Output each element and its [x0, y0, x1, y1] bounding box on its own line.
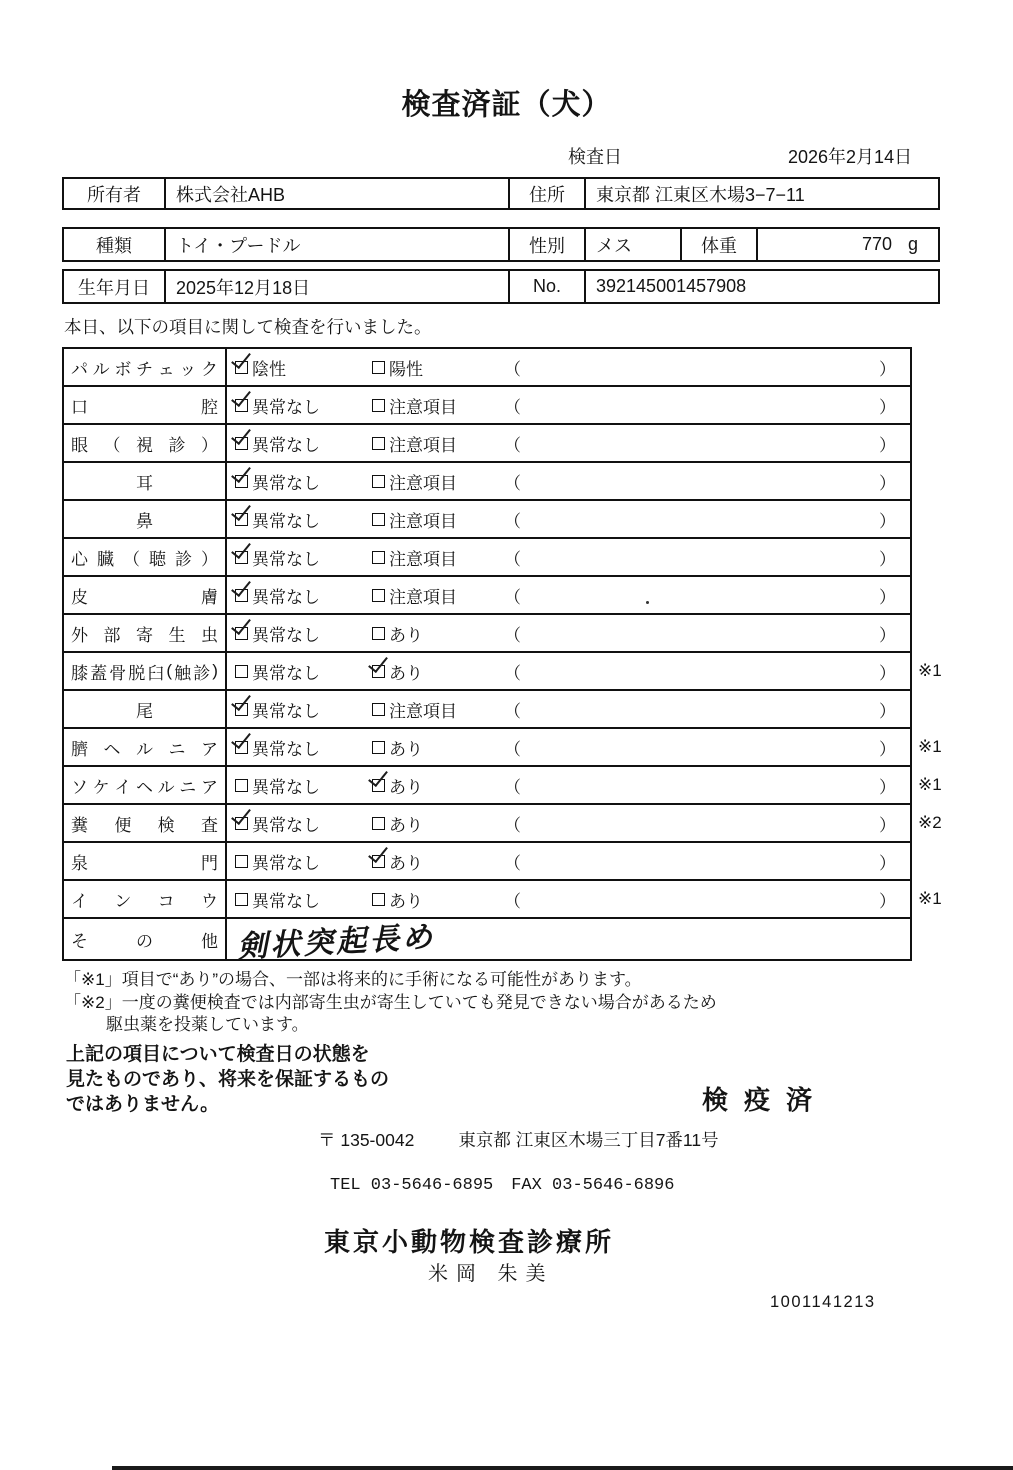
- checkbox-label: 異常なし: [252, 891, 320, 911]
- checkbox-label: 異常なし: [252, 739, 320, 759]
- document-number: 1001141213: [770, 1293, 876, 1311]
- checklist-row-label: 心 臓 （ 聴 診 ）: [64, 539, 227, 575]
- checkbox-checked: [235, 697, 372, 722]
- checklist-row-content: [227, 577, 910, 613]
- birthdate-row: [62, 269, 940, 304]
- owner-label: 所有者: [64, 179, 166, 208]
- address-value: 東京都 江東区木場3−7−11: [596, 184, 805, 205]
- quarantine-stamp: 検疫済: [702, 1085, 829, 1115]
- checkbox-icon: [372, 513, 385, 526]
- paren-close: ）: [879, 511, 896, 531]
- checkbox-unchecked: [372, 735, 504, 760]
- checkbox-icon: [235, 779, 248, 792]
- checkbox-unchecked: [372, 469, 504, 494]
- weight-value: 770: [861, 234, 892, 254]
- checklist-row-label: 耳: [64, 463, 227, 499]
- checkbox-unchecked: [372, 355, 504, 380]
- checklist-row-label: 膝 蓋 骨 脱 臼 ( 触 診 ): [64, 653, 227, 689]
- clinic-contact-row: [330, 1176, 674, 1195]
- checklist-row-label: 外 部 寄 生 虫: [64, 615, 227, 651]
- sex-label: 性別: [510, 229, 586, 260]
- checklist-row-content: [227, 691, 910, 727]
- checkbox-icon: [372, 893, 385, 906]
- scan-speck: [646, 601, 649, 604]
- checkbox-icon: [235, 475, 248, 488]
- weight-cell: [758, 229, 938, 260]
- checkbox-icon: [235, 361, 248, 374]
- checkbox-checked: [372, 849, 504, 874]
- disclaimer-line-1: 上記の項目について検査日の状態を: [66, 1044, 370, 1065]
- checklist-table: [62, 347, 942, 966]
- paren-open: （: [504, 397, 521, 417]
- checkbox-unchecked: [372, 393, 504, 418]
- disclaimer-line-2: 見たものであり、将来を保証するもの: [66, 1069, 390, 1090]
- checkbox-icon: [372, 399, 385, 412]
- checkbox-label: あり: [389, 815, 423, 835]
- clinic-fax: FAX 03-5646-6896: [511, 1176, 675, 1195]
- checkbox-icon: [235, 627, 248, 640]
- row-note-marker: ※1: [918, 737, 942, 756]
- checklist-row: [64, 729, 942, 767]
- checkbox-unchecked: [235, 849, 372, 874]
- checkbox-icon: [372, 779, 385, 792]
- checkbox-label: あり: [389, 891, 423, 911]
- intro-text: 本日、以下の項目に関して検査を行いました。: [64, 317, 432, 337]
- checklist-row-label: 糞 便 検 査: [64, 805, 227, 841]
- checklist-row: [64, 881, 942, 919]
- scan-edge-artifact: [112, 1466, 1013, 1470]
- checklist-row: [64, 539, 910, 577]
- checkbox-icon: [372, 475, 385, 488]
- clinic-tel: TEL 03-5646-6895: [330, 1176, 494, 1195]
- checkbox-label: 異常なし: [252, 777, 320, 797]
- sex-value: メス: [586, 229, 682, 260]
- checklist-row-label: 皮 膚: [64, 577, 227, 613]
- checkbox-checked: [235, 507, 372, 532]
- breed-label: 種類: [64, 229, 166, 260]
- checkbox-unchecked: [235, 659, 372, 684]
- checkbox-checked: [235, 545, 372, 570]
- breed-row: [62, 227, 940, 262]
- checkbox-label: 異常なし: [252, 853, 320, 873]
- checkbox-label: 注意項目: [389, 473, 457, 493]
- birthdate-label: 生年月日: [64, 271, 166, 302]
- page-title: 検査済証（犬）: [401, 89, 612, 121]
- checkbox-unchecked: [372, 697, 504, 722]
- row-note-marker: ※2: [918, 813, 942, 832]
- paren-close: ）: [879, 549, 896, 569]
- checklist-row: [64, 425, 910, 463]
- checklist-row-label: ソ ケ イ ヘ ル ニ ア: [64, 767, 227, 803]
- paren-open: （: [504, 739, 521, 759]
- owner-row: [62, 177, 940, 210]
- checklist-row: [64, 615, 910, 653]
- checkbox-icon: [235, 893, 248, 906]
- paren-close: ）: [879, 397, 896, 417]
- paren-close: ）: [879, 625, 896, 645]
- checklist-row-content: [227, 919, 910, 966]
- paren-close: ）: [879, 815, 896, 835]
- footnote-2-continued: 駆虫薬を投薬しています。: [106, 1015, 309, 1034]
- checklist-row: [64, 463, 910, 501]
- postal-code: 〒 135-0042: [318, 1130, 415, 1150]
- checklist-row-content: [227, 387, 910, 423]
- checkbox-label: 注意項目: [389, 701, 457, 721]
- checkbox-icon: [372, 855, 385, 868]
- inspection-date-label: 検査日: [568, 147, 622, 167]
- weight-unit: g: [907, 234, 918, 254]
- checklist-row-label: 口 腔: [64, 387, 227, 423]
- checkbox-icon: [235, 551, 248, 564]
- checkbox-checked: [235, 431, 372, 456]
- checklist-row-label: イ ン コ ウ: [64, 881, 227, 917]
- checkbox-unchecked: [372, 545, 504, 570]
- row-note-marker: ※1: [918, 889, 942, 908]
- checkbox-label: 異常なし: [252, 701, 320, 721]
- checkbox-unchecked: [235, 773, 372, 798]
- checklist-row: [64, 501, 910, 539]
- checkbox-checked: [235, 811, 372, 836]
- checklist-row: [64, 349, 910, 387]
- paren-close: ）: [879, 587, 896, 607]
- checkbox-icon: [372, 703, 385, 716]
- checklist-row: [64, 919, 910, 966]
- weight-label: 体重: [682, 229, 758, 260]
- checkbox-label: 注意項目: [389, 549, 457, 569]
- checklist-row-content: [227, 767, 910, 803]
- paren-open: （: [504, 587, 521, 607]
- owner-value: 株式会社AHB: [166, 179, 510, 208]
- footnote-1: 「※1」項目で“あり”の場合、一部は将来的に手術になる可能性があります。: [64, 970, 642, 989]
- paren-open: （: [504, 663, 521, 683]
- checkbox-unchecked: [372, 431, 504, 456]
- checklist-row-label: 鼻: [64, 501, 227, 537]
- checklist-row-label: 泉 門: [64, 843, 227, 879]
- checklist-row: [64, 843, 910, 881]
- checkbox-unchecked: [235, 887, 372, 912]
- row-note-marker: ※1: [918, 661, 942, 680]
- checkbox-icon: [235, 589, 248, 602]
- checkbox-unchecked: [372, 621, 504, 646]
- paren-open: （: [504, 549, 521, 569]
- checkbox-icon: [235, 855, 248, 868]
- checklist-row-content: [227, 501, 910, 537]
- checkbox-label: 異常なし: [252, 435, 320, 455]
- checkbox-unchecked: [372, 811, 504, 836]
- checkbox-label: 注意項目: [389, 587, 457, 607]
- checkbox-icon: [372, 551, 385, 564]
- checkbox-icon: [372, 361, 385, 374]
- checkbox-icon: [235, 817, 248, 830]
- paren-close: ）: [879, 777, 896, 797]
- paren-open: （: [504, 701, 521, 721]
- paren-open: （: [504, 511, 521, 531]
- checklist-row: [64, 387, 910, 425]
- checkbox-label: あり: [389, 853, 423, 873]
- paren-close: ）: [879, 739, 896, 759]
- checkbox-checked: [235, 355, 372, 380]
- checkbox-unchecked: [372, 507, 504, 532]
- paren-open: （: [504, 473, 521, 493]
- checkbox-label: 陰性: [252, 359, 286, 379]
- checklist-row-label: そ の 他: [64, 919, 227, 959]
- checkbox-label: あり: [389, 777, 423, 797]
- checklist-row-content: [227, 539, 910, 575]
- checkbox-label: あり: [389, 625, 423, 645]
- checkbox-label: あり: [389, 663, 423, 683]
- row-note-marker: ※1: [918, 775, 942, 794]
- disclaimer-line-3: ではありません。: [66, 1094, 220, 1115]
- checkbox-icon: [372, 589, 385, 602]
- clinic-address: 東京都 江東区木場三丁目7番11号: [458, 1130, 719, 1150]
- checklist-row-content: [227, 843, 910, 879]
- checklist-row: [64, 691, 910, 729]
- paren-close: ）: [879, 891, 896, 911]
- breed-value: トイ・プードル: [166, 229, 510, 260]
- checkbox-icon: [235, 665, 248, 678]
- checklist-row-content: [227, 615, 910, 651]
- checklist-row-content: [227, 805, 910, 841]
- checkbox-label: 異常なし: [252, 663, 320, 683]
- checkbox-unchecked: [372, 583, 504, 608]
- checkbox-label: 異常なし: [252, 625, 320, 645]
- birthdate-value: 2025年12月18日: [166, 271, 510, 302]
- checkbox-label: 異常なし: [252, 511, 320, 531]
- paren-close: ）: [879, 701, 896, 721]
- checkbox-checked: [372, 659, 504, 684]
- checkbox-checked: [235, 469, 372, 494]
- address-label: 住所: [510, 179, 586, 208]
- checkbox-icon: [372, 817, 385, 830]
- footnote-2: 「※2」一度の糞便検査では内部寄生虫が寄生していても発見できない場合があるため: [64, 993, 717, 1012]
- checklist-row-label: 眼 （ 視 診 ）: [64, 425, 227, 461]
- checkbox-icon: [372, 437, 385, 450]
- checklist-row: [64, 577, 910, 615]
- disclaimer-text: [66, 1042, 389, 1117]
- checkbox-label: 陽性: [389, 359, 423, 379]
- checkbox-icon: [235, 437, 248, 450]
- checkbox-label: 注意項目: [389, 511, 457, 531]
- checklist-row-content: [227, 349, 910, 385]
- no-label: No.: [510, 271, 586, 302]
- checkbox-icon: [372, 627, 385, 640]
- paren-open: （: [504, 891, 521, 911]
- paren-open: （: [504, 625, 521, 645]
- checklist-row: [64, 805, 942, 843]
- paren-open: （: [504, 435, 521, 455]
- checkbox-checked: [235, 621, 372, 646]
- checklist-row-label: 臍 ヘ ル ニ ア: [64, 729, 227, 765]
- checkbox-label: 異常なし: [252, 587, 320, 607]
- checkbox-icon: [235, 513, 248, 526]
- checkbox-label: 異常なし: [252, 397, 320, 417]
- paren-open: （: [504, 815, 521, 835]
- checkbox-icon: [372, 741, 385, 754]
- paren-close: ）: [879, 473, 896, 493]
- paren-open: （: [504, 777, 521, 797]
- checklist-row-label: パ ル ボ チ ェ ッ ク: [64, 349, 227, 385]
- inspection-date-value: 2026年2月14日: [788, 147, 913, 167]
- paren-open: （: [504, 359, 521, 379]
- checkbox-checked: [235, 393, 372, 418]
- handwritten-note: 剣状突起長め: [236, 919, 436, 966]
- checkbox-checked: [372, 773, 504, 798]
- checkbox-unchecked: [372, 887, 504, 912]
- paren-close: ）: [879, 853, 896, 873]
- checklist-row: [64, 653, 942, 691]
- checklist-row-content: [227, 881, 910, 917]
- checkbox-label: あり: [389, 739, 423, 759]
- checkbox-label: 異常なし: [252, 815, 320, 835]
- checklist-row-label: 尾: [64, 691, 227, 727]
- checklist-row-content: [227, 463, 910, 499]
- checklist-row: [64, 767, 942, 805]
- checklist-row-content: [227, 729, 910, 765]
- checkbox-label: 異常なし: [252, 549, 320, 569]
- paren-close: ）: [879, 663, 896, 683]
- veterinarian-name: 米岡 朱美: [428, 1263, 554, 1285]
- checkbox-icon: [235, 399, 248, 412]
- paren-close: ）: [879, 359, 896, 379]
- no-value: 392145001457908: [596, 276, 747, 296]
- clinic-name: 東京小動物検査診療所: [324, 1227, 615, 1257]
- clinic-address-row: [318, 1127, 719, 1152]
- checklist-row-content: [227, 425, 910, 461]
- checkbox-icon: [372, 665, 385, 678]
- checklist-row-content: [227, 653, 910, 689]
- checkbox-checked: [235, 735, 372, 760]
- paren-open: （: [504, 853, 521, 873]
- checkbox-icon: [235, 741, 248, 754]
- checkbox-label: 注意項目: [389, 397, 457, 417]
- checkbox-label: 注意項目: [389, 435, 457, 455]
- checkbox-icon: [235, 703, 248, 716]
- paren-close: ）: [879, 435, 896, 455]
- checkbox-checked: [235, 583, 372, 608]
- checkbox-label: 異常なし: [252, 473, 320, 493]
